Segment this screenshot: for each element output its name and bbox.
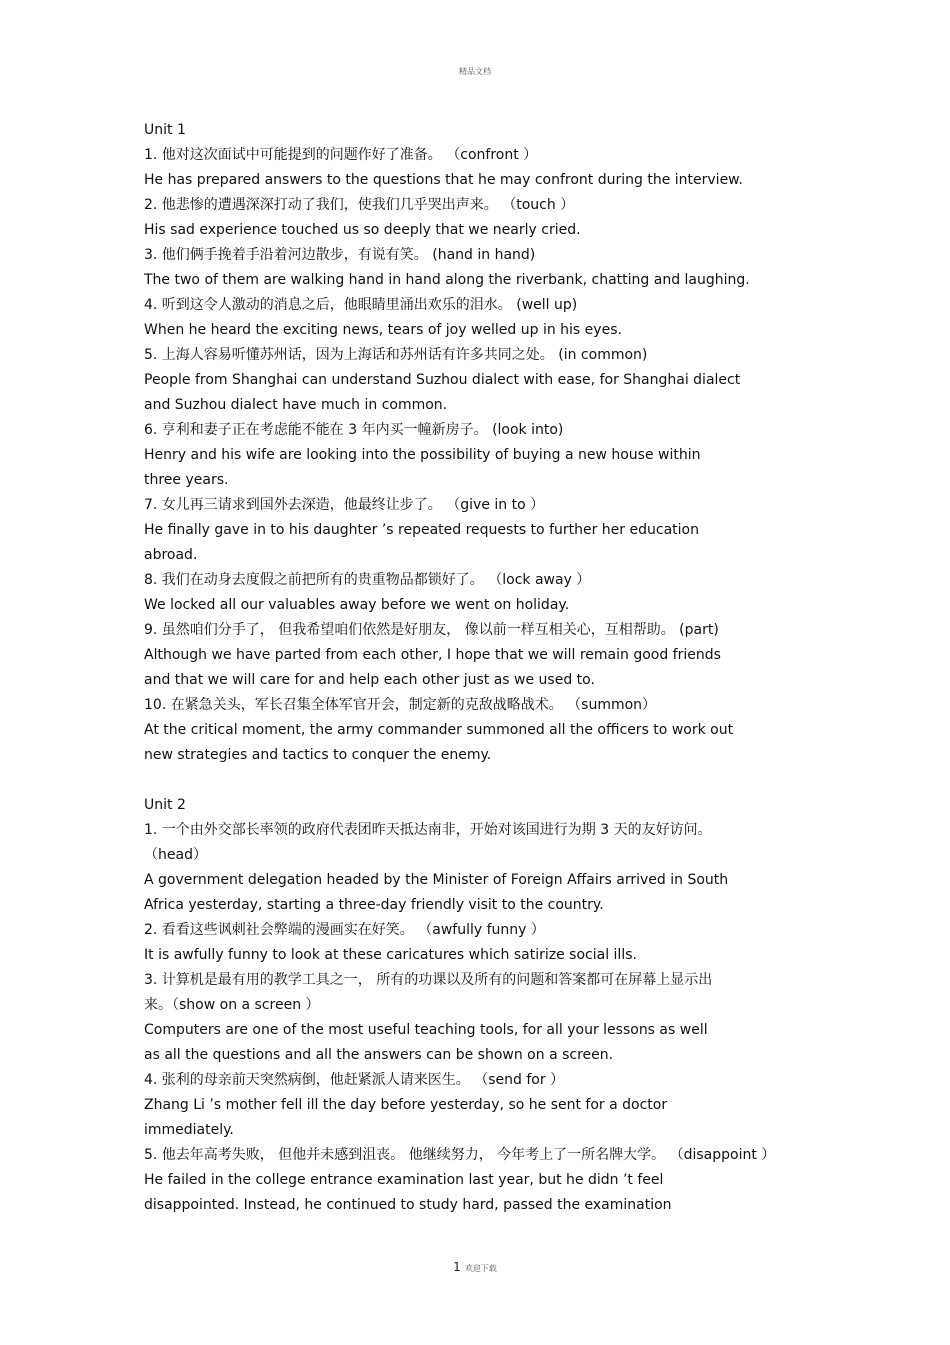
question-line: 3. 计算机是最有用的教学工具之一， 所有的功课以及所有的问题和答案都可在屏幕上显示出 — [144, 972, 713, 988]
answer-line: disappointed. Instead, he continued to study hard, passed the examination — [144, 1197, 672, 1213]
answer-line: Although we have parted from each other, I hope that we will remain good friends — [144, 647, 721, 663]
question-line: 2. 他悲惨的遭遇深深打动了我们，使我们几乎哭出声来。 （touch ） — [144, 197, 575, 213]
answer-line: It is awfully funny to look at these caricatures which satirize social ills. — [144, 947, 637, 963]
unit-title: Unit 1 — [144, 122, 186, 138]
question-line: 9. 虽然咱们分手了， 但我希望咱们依然是好朋友， 像以前一样互相关心，互相帮助。 (part) — [144, 622, 719, 638]
answer-line: and that we will care for and help each other just as we used to. — [144, 672, 595, 688]
answer-line: We locked all our valuables away before we went on holiday. — [144, 597, 570, 613]
answer-line: At the critical moment, the army commander summoned all the officers to work out — [144, 722, 734, 738]
page-footer — [0, 1260, 950, 1274]
question-line: （head） — [144, 847, 207, 863]
question-line: 6. 亨利和妻子正在考虑能不能在 3 年内买一幢新房子。 (look into) — [144, 422, 564, 438]
answer-line: His sad experience touched us so deeply that we nearly cried. — [144, 222, 581, 238]
answer-line: Africa yesterday, starting a three-day friendly visit to the country. — [144, 897, 604, 913]
answer-line: Henry and his wife are looking into the possibility of buying a new house within — [144, 447, 701, 463]
answer-line: as all the questions and all the answers can be shown on a screen. — [144, 1047, 614, 1063]
answer-line: When he heard the exciting news, tears of joy welled up in his eyes. — [144, 322, 622, 338]
question-line: 7. 女儿再三请求到国外去深造，他最终让步了。 （give in to ） — [144, 497, 545, 513]
question-line: 5. 他去年高考失败， 但他并未感到沮丧。 他继续努力， 今年考上了一所名牌大学。 （disappoint ） — [144, 1147, 776, 1163]
answer-line: People from Shanghai can understand Suzhou dialect with ease, for Shanghai dialect — [144, 372, 741, 388]
question-line: 3. 他们俩手挽着手沿着河边散步，有说有笑。 (hand in hand) — [144, 247, 536, 263]
page-header: 精品文档 — [459, 67, 491, 76]
section-gap — [144, 768, 814, 793]
answer-line: He has prepared answers to the questions that he may confront during the interview. — [144, 172, 743, 188]
question-line: 4. 张利的母亲前天突然病倒，他赶紧派人请来医生。 （send for ） — [144, 1072, 565, 1088]
question-line: 1. 他对这次面试中可能提到的问题作好了准备。 （confront ） — [144, 147, 538, 163]
answer-line: and Suzhou dialect have much in common. — [144, 397, 448, 413]
question-line: 4. 听到这令人激动的消息之后，他眼睛里涌出欢乐的泪水。 (well up) — [144, 297, 578, 313]
question-line: 2. 看看这些讽刺社会弊端的漫画实在好笑。 （awfully funny ） — [144, 922, 545, 938]
answer-line: The two of them are walking hand in hand along the riverbank, chatting and laughing. — [144, 272, 750, 288]
answer-line: Computers are one of the most useful teaching tools, for all your lessons as well — [144, 1022, 708, 1038]
answer-line: new strategies and tactics to conquer the enemy. — [144, 747, 492, 763]
unit-title: Unit 2 — [144, 797, 186, 813]
document-body — [144, 118, 814, 1218]
answer-line: He failed in the college entrance examination last year, but he didn ’t feel — [144, 1172, 664, 1188]
question-line: 来。（show on a screen ） — [144, 997, 320, 1013]
answer-line: A government delegation headed by the Minister of Foreign Affairs arrived in South — [144, 872, 729, 888]
answer-line: abroad. — [144, 547, 198, 563]
question-line: 1. 一个由外交部长率领的政府代表团昨天抵达南非，开始对该国进行为期 3 天的友好访问。 — [144, 822, 712, 838]
answer-line: Zhang Li ’s mother fell ill the day before yesterday, so he sent for a doctor — [144, 1097, 668, 1113]
answer-line: immediately. — [144, 1122, 234, 1138]
question-line: 5. 上海人容易听懂苏州话，因为上海话和苏州话有许多共同之处。 (in common) — [144, 347, 648, 363]
answer-line: He finally gave in to his daughter ’s repeated requests to further her education — [144, 522, 699, 538]
page-number: 1 — [453, 1260, 461, 1274]
answer-line: three years. — [144, 472, 229, 488]
question-line: 10. 在紧急关头，军长召集全体军官开会，制定新的克敌战略战术。 （summon） — [144, 697, 657, 713]
footer-note: 欢迎下载 — [464, 1264, 497, 1273]
question-line: 8. 我们在动身去度假之前把所有的贵重物品都锁好了。 （lock away ） — [144, 572, 591, 588]
